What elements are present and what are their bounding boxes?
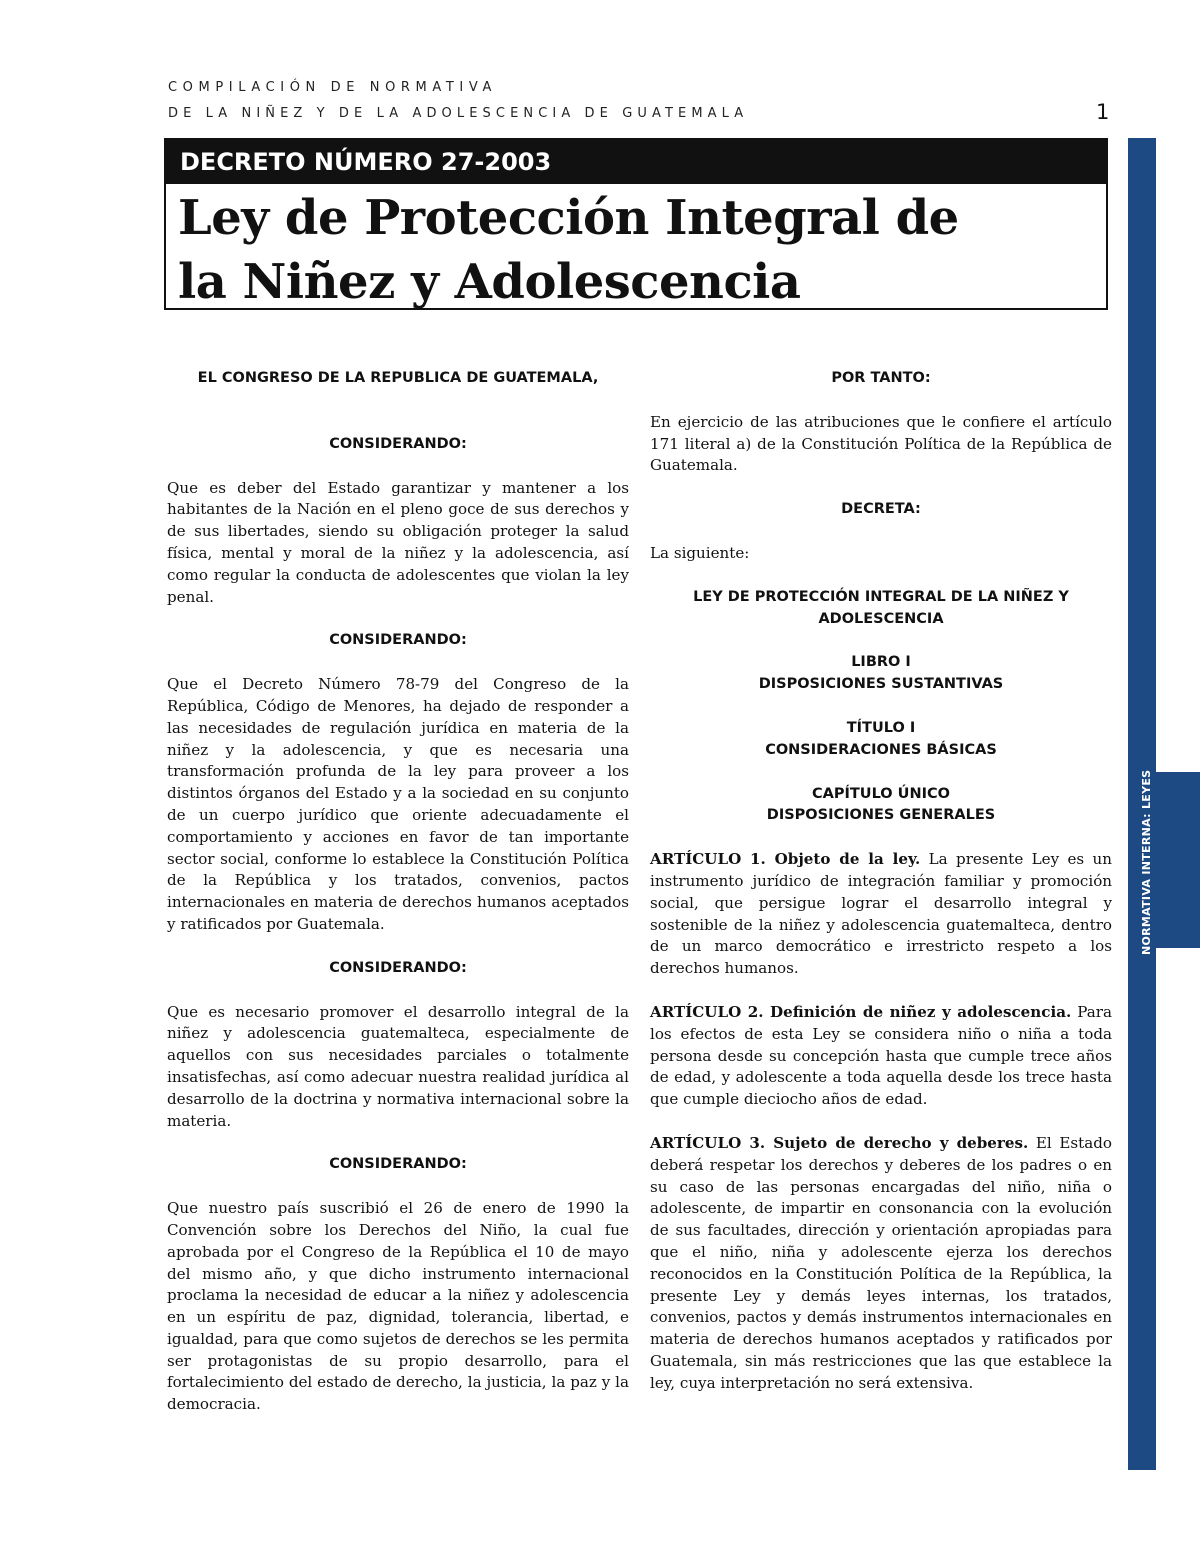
sidebar-tab: [1128, 772, 1200, 948]
decreta-heading: DECRETA:: [841, 501, 921, 518]
considerando-paragraph-2: Que el Decreto Número 78-79 del Congreso de la República, Código de Menores, ha dejado de responder a las necesidades de regulación jurídica en materia de la niñez y la adolescencia, y que es necesaria una transformación profunda de la ley para proveer a los distintos órganos del Estado y a la sociedad en su conjunto de un cuerpo jurídico que oriente adecuadamente el comportamiento y acciones en favor de tan importante sector social, conforme lo establece la Constitución Política de la República y los tratados, convenios, pactos internacionales en materia de derechos humanos aceptados y ratificados por Guatemala.: [167, 675, 629, 933]
considerando-paragraph-3: Que es necesario promover el desarrollo integral de la niñez y adolescencia guatemalteca, especialmente de aquellos con sus necesidades parciales o totalmente insatisfechas, así como adecuar nuestra realidad jurídica al desarrollo de la doctrina y normativa internacional sobre la materia.: [167, 1002, 629, 1130]
article-1-body: La presente Ley es un instrumento jurídico de integración familiar y promoción social, que persigue lograr el desarrollo integral y sostenible de la niñez y adolescencia guatemalteca, dentro de un marco democrático e irrestricto respeto a los derechos humanos.: [650, 850, 1112, 978]
por-tanto-paragraph: En ejercicio de las atribuciones que le confiere el artículo 171 literal a) de la Constitución Política de la República de Guatemala.: [650, 412, 1112, 475]
libro-heading: LIBRO I: [851, 654, 911, 671]
considerando-paragraph-1: Que es deber del Estado garantizar y mantener a los habitantes de la Nación en el pleno goce de sus derechos y de sus libertades, siendo su obligación proteger la salud física, mental y moral de la niñez y la adolescencia, así como regular la conducta de adolescentes que violan la ley penal.: [167, 478, 629, 606]
congress-heading: EL CONGRESO DE LA REPUBLICA DE GUATEMALA,: [197, 370, 599, 386]
article-3-heading: ARTÍCULO 3. Sujeto de derecho y deberes.: [650, 1133, 1029, 1152]
capitulo-name: DISPOSICIONES GENERALES: [766, 807, 996, 824]
law-title-line1: Ley de Protección Integral de: [178, 190, 959, 246]
law-title-line2: la Niñez y Adolescencia: [178, 254, 801, 310]
running-header-line2: DE LA NIÑEZ Y DE LA ADOLESCENCIA DE GUATEMALA: [168, 106, 749, 121]
law-title: [166, 184, 1106, 314]
article-2: [650, 1002, 1112, 1111]
article-2-heading: ARTÍCULO 2. Definición de niñez y adolescencia.: [650, 1002, 1072, 1021]
considerando-heading: CONSIDERANDO:: [329, 435, 467, 452]
article-1: [650, 849, 1112, 980]
por-tanto-heading: POR TANTO:: [831, 370, 931, 386]
article-3: [650, 1133, 1112, 1395]
sidebar-label: NORMATIVA INTERNA: LEYES: [1140, 769, 1153, 955]
la-siguiente-text: La siguiente:: [650, 543, 750, 562]
title-box: [164, 138, 1108, 310]
considerando-heading: CONSIDERANDO:: [329, 632, 467, 649]
law-title-heading-2: ADOLESCENCIA: [818, 610, 944, 627]
article-2-body: Para los efectos de esta Ley se considera niño o niña a toda persona desde su concepción hasta que cumple trece años de edad, y adolescente a toda aquella desde los trece hasta que cumple dieciocho años de edad.: [650, 1002, 1112, 1109]
considerando-heading: CONSIDERANDO:: [329, 1156, 467, 1173]
considerando-paragraph-4: Que nuestro país suscribió el 26 de enero de 1990 la Convención sobre los Derechos del Niño, la cual fue aprobada por el Congreso de la República el 10 de mayo del mismo año, y que dicho instrumento internacional proclama la necesidad de educar a la niñez y adolescencia en un espíritu de paz, dignidad, tolerancia, libertad, e igualdad, para que como sujetos de derechos se les permita ser protagonistas de su propio desarrollo, para el fortalecimiento del estado de derecho, la justicia, la paz y la democracia.: [167, 1199, 629, 1414]
capitulo-heading: CAPÍTULO ÚNICO: [812, 785, 950, 802]
considerando-heading: CONSIDERANDO:: [329, 959, 467, 976]
running-header-line1: COMPILACIÓN DE NORMATIVA: [168, 80, 497, 95]
law-title-heading-1: LEY DE PROTECCIÓN INTEGRAL DE LA NIÑEZ Y: [693, 588, 1069, 605]
right-column: [650, 368, 1112, 1394]
article-3-body: El Estado deberá respetar los derechos y deberes de los padres o en su caso de las personas encargadas del niño, niña o adolescente, de impartir en consonancia con la evolución de sus facultades, dirección y orientación apropiadas para que el niño, niña y adolescente ejerza los derechos reconocidos en la Constitución Política de la República, la presente Ley y demás leyes internas, los tratados, convenios, pactos y demás instrumentos internacionales en materia de derechos humanos aceptados y ratificados por Guatemala, sin más restricciones que las que establece la ley, cuya interpretación no será extensiva.: [650, 1133, 1112, 1392]
left-column: [167, 368, 629, 1416]
titulo-name: CONSIDERACIONES BÁSICAS: [765, 741, 997, 758]
decree-number: DECRETO NÚMERO 27-2003: [166, 140, 1106, 184]
page-number: 1: [1096, 100, 1110, 124]
titulo-heading: TÍTULO I: [846, 719, 916, 736]
article-1-heading: ARTÍCULO 1. Objeto de la ley.: [650, 850, 921, 869]
libro-name: DISPOSICIONES SUSTANTIVAS: [758, 676, 1004, 693]
